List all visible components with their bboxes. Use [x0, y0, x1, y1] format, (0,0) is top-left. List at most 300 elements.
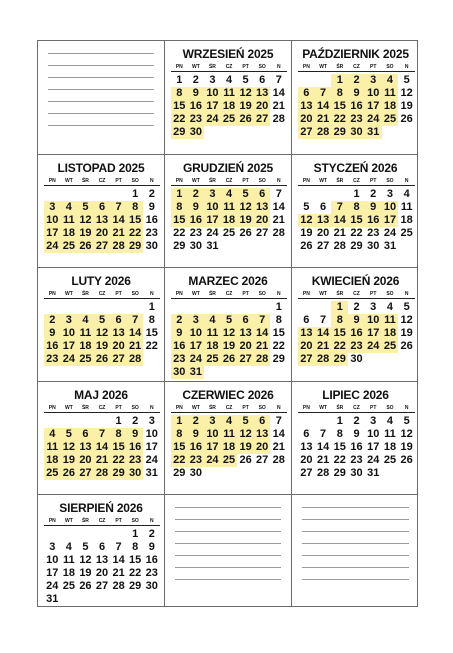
day-number: 1: [148, 301, 155, 313]
weekday-label: SO: [258, 178, 266, 184]
day-number: 14: [316, 441, 330, 453]
day-number: 8: [331, 314, 348, 327]
month-title: STYCZEŃ 2026: [313, 161, 398, 175]
month-title: LIPIEC 2026: [322, 388, 389, 402]
day-number: 31: [145, 467, 158, 479]
day-number: 20: [300, 454, 313, 466]
day-grid: [171, 188, 287, 253]
day-number: 15: [171, 214, 188, 227]
day-grid: [44, 301, 160, 366]
week-row: [44, 301, 160, 314]
day-number: 19: [77, 227, 94, 240]
day-number: 24: [44, 240, 61, 253]
weekday-label: WT: [64, 291, 73, 297]
day-number: 25: [382, 340, 399, 353]
day-number: 14: [254, 327, 271, 340]
day-number: 27: [256, 227, 269, 239]
day-number: 10: [44, 214, 61, 227]
weekday-header: [44, 291, 160, 299]
day-number: 10: [365, 314, 382, 327]
week-row: [171, 353, 287, 366]
weekday-label: PT: [370, 178, 377, 184]
day-number: 8: [331, 87, 348, 100]
day-number: 4: [44, 428, 61, 441]
day-number: 2: [148, 528, 155, 540]
weekday-label: ŚR: [336, 178, 344, 184]
day-number: 29: [173, 240, 186, 252]
day-number: 2: [370, 188, 377, 200]
week-row: [171, 314, 287, 327]
week-row: [171, 240, 287, 253]
day-number: 28: [315, 126, 332, 139]
day-number: 21: [272, 214, 285, 226]
day-number: 12: [61, 441, 78, 454]
day-number: 2: [192, 74, 199, 86]
day-number: 29: [129, 580, 142, 592]
day-number: 3: [148, 415, 155, 427]
day-number: 7: [320, 314, 327, 326]
day-number: 22: [350, 227, 363, 239]
week-row: [298, 87, 415, 100]
weekday-label: PN: [302, 291, 310, 297]
day-number: 13: [254, 201, 271, 214]
day-number: 17: [367, 441, 380, 453]
weekday-label: CZ: [225, 291, 233, 297]
day-number: 23: [145, 567, 158, 579]
day-number: 5: [237, 188, 254, 201]
day-number: 30: [350, 353, 363, 365]
weekday-label: N: [276, 291, 281, 297]
day-number: 12: [77, 214, 94, 227]
weekday-label: CZ: [353, 178, 360, 184]
calendar-sheet: [37, 40, 418, 607]
week-row: [298, 454, 415, 467]
month-title: GRUDZIEŃ 2025: [182, 161, 274, 175]
notes-area: [165, 495, 291, 606]
day-number: 20: [110, 340, 127, 353]
day-number: 13: [254, 428, 271, 441]
week-row: [44, 580, 160, 593]
day-number: 31: [383, 240, 397, 252]
weekday-header: [171, 178, 287, 186]
weekday-label: CZ: [98, 178, 106, 184]
day-number: 25: [61, 240, 78, 253]
weekday-label: CZ: [353, 405, 360, 411]
week-row: [44, 428, 160, 441]
day-number: 6: [303, 428, 310, 440]
day-number: 20: [316, 227, 330, 239]
day-number: 15: [127, 214, 144, 227]
day-number: 30: [171, 366, 188, 379]
day-number: 20: [254, 441, 271, 454]
day-number: 9: [188, 428, 205, 441]
day-number: 18: [61, 227, 78, 240]
day-number: 23: [127, 454, 144, 467]
day-number: 15: [348, 214, 365, 227]
day-number: 28: [272, 113, 285, 125]
day-number: 26: [400, 340, 413, 352]
day-number: 3: [49, 541, 56, 553]
day-number: 19: [221, 340, 238, 353]
day-number: 7: [275, 415, 282, 427]
weekday-label: SO: [258, 291, 266, 297]
week-row: [298, 441, 415, 454]
day-number: 14: [127, 327, 144, 340]
day-number: 10: [365, 87, 382, 100]
day-number: 18: [204, 340, 221, 353]
day-number: 19: [400, 327, 413, 339]
day-number: 13: [298, 100, 315, 113]
day-number: 16: [350, 441, 363, 453]
day-number: 23: [145, 227, 158, 239]
day-number: 25: [382, 113, 399, 126]
day-number: 30: [348, 126, 365, 139]
month-title: WRZESIEŃ 2025: [182, 47, 274, 61]
day-number: 16: [127, 441, 144, 454]
day-number: 2: [353, 415, 360, 427]
day-number: 5: [237, 415, 254, 428]
day-number: 15: [331, 327, 348, 340]
day-number: 4: [61, 201, 78, 214]
day-number: 6: [254, 415, 271, 428]
day-number: 11: [221, 201, 238, 214]
weekday-label: ŚR: [208, 64, 216, 70]
day-number: 9: [188, 201, 205, 214]
weekday-header: [171, 291, 287, 299]
note-line: [302, 579, 409, 580]
month-title: LUTY 2026: [71, 274, 131, 288]
weekday-label: WT: [64, 405, 73, 411]
day-number: 24: [365, 113, 382, 126]
weekday-label: ŚR: [81, 518, 89, 524]
day-number: 15: [171, 441, 188, 454]
day-number: 24: [188, 353, 205, 366]
day-number: 23: [188, 454, 205, 467]
day-number: 31: [188, 366, 205, 379]
month-calendar: [38, 495, 164, 606]
week-row: [171, 327, 287, 340]
day-number: 26: [79, 580, 92, 592]
day-number: 19: [237, 441, 254, 454]
day-number: 10: [204, 201, 221, 214]
day-number: 31: [367, 467, 380, 479]
week-row: [298, 188, 415, 201]
day-number: 13: [315, 214, 332, 227]
week-row: [44, 353, 160, 366]
day-number: 22: [145, 340, 158, 352]
day-number: 29: [331, 353, 348, 366]
day-number: 12: [237, 201, 254, 214]
day-number: 13: [298, 327, 315, 340]
note-line: [48, 101, 154, 102]
day-number: 22: [331, 340, 348, 353]
month-calendar: [292, 155, 419, 267]
day-number: 26: [221, 353, 238, 366]
day-number: 9: [148, 201, 155, 213]
day-number: 27: [94, 240, 111, 253]
day-number: 29: [331, 126, 348, 139]
day-number: 15: [331, 100, 348, 113]
month-title: KWIECIEŃ 2026: [311, 274, 400, 288]
weekday-label: N: [149, 405, 154, 411]
week-row: [44, 554, 160, 567]
day-number: 8: [171, 428, 188, 441]
day-number: 18: [382, 100, 399, 113]
day-number: 2: [171, 314, 188, 327]
weekday-label: WT: [191, 291, 200, 297]
day-number: 27: [298, 353, 315, 366]
weekday-label: SO: [386, 64, 394, 70]
day-number: 20: [77, 454, 94, 467]
day-number: 18: [221, 100, 238, 113]
week-row: [171, 188, 287, 201]
day-number: 5: [221, 314, 238, 327]
weekday-label: N: [276, 405, 281, 411]
day-number: 5: [77, 201, 94, 214]
day-number: 15: [145, 327, 158, 339]
day-number: 5: [403, 74, 410, 86]
day-number: 29: [350, 240, 363, 252]
day-number: 4: [386, 415, 394, 427]
day-number: 1: [132, 528, 139, 540]
day-number: 8: [127, 201, 144, 214]
day-number: 2: [348, 74, 365, 87]
day-number: 28: [333, 240, 346, 252]
day-number: 4: [204, 314, 221, 327]
day-number: 28: [127, 353, 144, 366]
weekday-label: ŚR: [208, 405, 216, 411]
weekday-header: [171, 64, 287, 72]
week-row: [171, 301, 287, 314]
day-number: 6: [259, 74, 266, 86]
day-number: 23: [171, 353, 188, 366]
week-row: [44, 441, 160, 454]
day-number: 13: [254, 87, 271, 100]
note-line: [175, 531, 281, 532]
day-number: 24: [367, 454, 380, 466]
day-number: 21: [94, 454, 111, 467]
day-number: 14: [112, 554, 125, 566]
day-number: 8: [171, 201, 188, 214]
day-number: 9: [148, 541, 155, 553]
day-number: 27: [237, 353, 254, 366]
day-number: 22: [110, 454, 127, 467]
weekday-label: PT: [115, 291, 122, 297]
weekday-label: ŚR: [81, 405, 89, 411]
day-number: 3: [365, 74, 382, 87]
month-calendar: [38, 382, 164, 494]
month-calendar: [165, 155, 291, 267]
day-number: 21: [112, 567, 125, 579]
weekday-label: PN: [175, 64, 183, 70]
note-line: [302, 519, 409, 520]
day-number: 1: [275, 301, 282, 313]
day-number: 31: [206, 240, 219, 252]
day-number: 1: [336, 415, 343, 427]
weekday-header: [298, 64, 415, 72]
day-number: 17: [204, 214, 221, 227]
day-number: 16: [348, 100, 365, 113]
day-number: 6: [77, 428, 94, 441]
day-number: 1: [171, 415, 188, 428]
day-number: 20: [254, 100, 271, 113]
day-number: 18: [221, 441, 238, 454]
weekday-label: PT: [115, 405, 122, 411]
day-number: 17: [44, 227, 61, 240]
weekday-label: PT: [370, 405, 377, 411]
day-number: 23: [188, 113, 205, 126]
week-row: [171, 126, 287, 139]
day-number: 17: [382, 214, 399, 227]
weekday-label: CZ: [225, 64, 233, 70]
weekday-label: CZ: [225, 178, 233, 184]
weekday-label: SO: [386, 405, 394, 411]
note-line: [48, 77, 154, 78]
day-number: 27: [298, 126, 315, 139]
month-title: MAJ 2026: [74, 388, 128, 402]
week-row: [298, 227, 415, 240]
weekday-label: WT: [319, 64, 327, 70]
weekday-label: SO: [131, 291, 139, 297]
day-number: 25: [400, 227, 413, 239]
day-number: 14: [110, 214, 127, 227]
weekday-label: WT: [191, 405, 200, 411]
weekday-label: ŚR: [208, 178, 216, 184]
note-line: [175, 507, 281, 508]
day-number: 8: [275, 314, 282, 326]
day-number: 8: [336, 428, 343, 440]
weekday-label: ŚR: [336, 291, 344, 297]
weekday-label: N: [404, 178, 409, 184]
day-number: 10: [188, 327, 205, 340]
week-row: [298, 327, 415, 340]
day-number: 11: [400, 201, 413, 213]
day-number: 16: [145, 554, 158, 566]
day-number: 9: [127, 428, 144, 441]
month-calendar: [165, 382, 291, 494]
day-number: 12: [400, 428, 413, 440]
day-number: 22: [129, 567, 142, 579]
weekday-label: N: [404, 64, 409, 70]
day-number: 9: [171, 327, 188, 340]
day-number: 25: [44, 467, 61, 480]
day-number: 30: [350, 467, 363, 479]
day-number: 4: [225, 74, 233, 86]
day-number: 14: [315, 100, 332, 113]
day-number: 22: [272, 340, 285, 352]
note-line: [175, 567, 281, 568]
month-title: MARZEC 2026: [188, 274, 268, 288]
note-line: [175, 543, 281, 544]
day-grid: [298, 188, 415, 253]
day-number: 11: [382, 314, 399, 327]
note-line: [302, 567, 409, 568]
month-calendar: [292, 382, 419, 494]
day-number: 14: [315, 327, 332, 340]
day-number: 7: [275, 74, 282, 86]
day-number: 7: [320, 428, 327, 440]
month-title: LISTOPAD 2025: [57, 161, 145, 175]
day-number: 16: [188, 100, 205, 113]
day-number: 3: [386, 188, 394, 200]
day-number: 22: [333, 454, 346, 466]
day-number: 27: [77, 467, 94, 480]
weekday-label: SO: [131, 518, 139, 524]
weekday-header: [298, 405, 415, 413]
week-row: [171, 113, 287, 126]
day-number: 29: [272, 353, 285, 365]
day-number: 26: [94, 353, 111, 366]
day-number: 24: [204, 454, 221, 467]
day-number: 4: [221, 188, 238, 201]
day-number: 30: [127, 467, 144, 480]
weekday-label: PT: [242, 178, 249, 184]
weekday-label: N: [404, 291, 409, 297]
week-row: [171, 214, 287, 227]
day-number: 26: [239, 454, 252, 466]
weekday-label: PT: [370, 64, 377, 70]
day-number: 3: [44, 201, 61, 214]
weekday-label: SO: [131, 405, 139, 411]
note-line: [302, 555, 409, 556]
week-row: [44, 188, 160, 201]
day-number: 17: [204, 441, 221, 454]
day-number: 23: [350, 454, 363, 466]
note-line: [48, 89, 154, 90]
day-grid: [298, 74, 415, 139]
day-number: 26: [400, 454, 413, 466]
day-number: 25: [221, 113, 238, 126]
note-line: [175, 555, 281, 556]
month-calendar: [165, 268, 291, 381]
day-number: 5: [303, 201, 310, 213]
note-line: [48, 65, 154, 66]
day-number: 18: [221, 214, 238, 227]
day-number: 19: [61, 454, 78, 467]
day-number: 21: [333, 227, 346, 239]
day-number: 26: [61, 467, 78, 480]
week-row: [298, 467, 415, 480]
day-number: 28: [315, 353, 332, 366]
weekday-label: PN: [175, 291, 183, 297]
weekday-label: N: [149, 518, 154, 524]
note-line: [48, 113, 154, 114]
day-number: 11: [44, 441, 61, 454]
day-number: 27: [110, 353, 127, 366]
week-row: [298, 201, 415, 214]
day-number: 12: [298, 214, 315, 227]
day-number: 6: [237, 314, 254, 327]
day-number: 10: [61, 327, 78, 340]
day-number: 2: [188, 415, 205, 428]
day-number: 17: [145, 441, 158, 453]
day-number: 11: [63, 554, 75, 566]
weekday-label: PT: [242, 291, 249, 297]
weekday-label: CZ: [353, 64, 360, 70]
day-number: 9: [348, 87, 365, 100]
day-number: 30: [145, 240, 158, 252]
day-number: 1: [115, 415, 122, 427]
day-number: 17: [46, 567, 59, 579]
week-row: [44, 415, 160, 428]
weekday-label: WT: [191, 64, 200, 70]
note-line: [302, 507, 409, 508]
week-row: [171, 201, 287, 214]
week-row: [44, 454, 160, 467]
day-number: 2: [44, 314, 61, 327]
day-number: 18: [62, 567, 75, 579]
weekday-label: PT: [242, 64, 249, 70]
